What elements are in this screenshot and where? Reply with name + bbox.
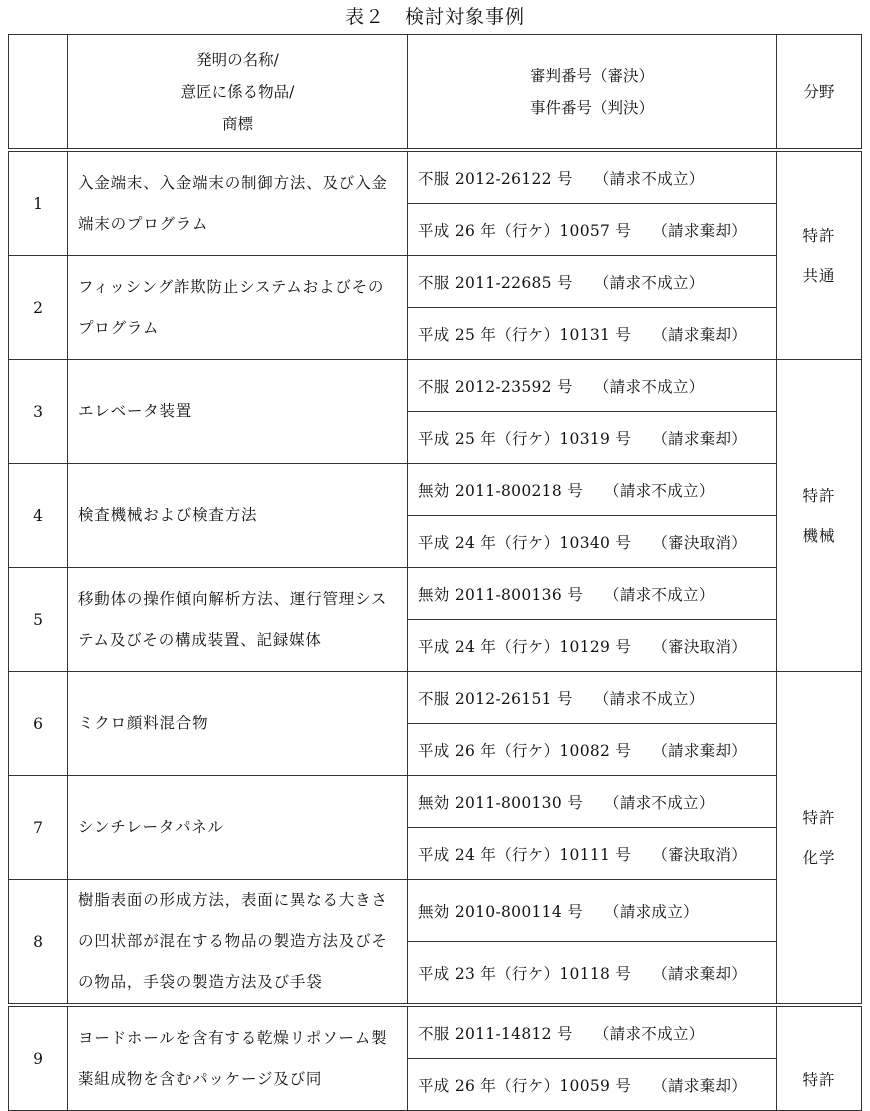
header-name bbox=[68, 35, 408, 149]
field-line: 特許 bbox=[802, 226, 836, 245]
table-row bbox=[9, 360, 862, 412]
field-cell bbox=[777, 1007, 862, 1111]
trial-number: 不服 2011-14812 号 （請求不成立） bbox=[408, 1007, 777, 1059]
header-name-line: 意匠に係る物品/ bbox=[180, 82, 295, 101]
header-trial bbox=[408, 35, 777, 149]
header-row bbox=[9, 35, 862, 149]
table-caption: 表２ 検討対象事例 bbox=[344, 6, 525, 28]
trial-number: 不服 2012-26151 号 （請求不成立） bbox=[408, 672, 777, 724]
table-row bbox=[9, 568, 862, 620]
case-number: 平成 24 年（行ケ）10340 号 （審決取消） bbox=[408, 516, 777, 568]
case-number: 平成 23 年（行ケ）10118 号 （請求棄却） bbox=[408, 942, 777, 1004]
header-name-line: 商標 bbox=[221, 114, 253, 133]
field-line: 特許 bbox=[802, 808, 836, 827]
table-row bbox=[9, 880, 862, 942]
trial-number: 不服 2012-23592 号 （請求不成立） bbox=[408, 360, 777, 412]
field-line: 機械 bbox=[802, 526, 836, 545]
row-number: 3 bbox=[9, 360, 68, 464]
row-number: 7 bbox=[9, 776, 68, 880]
table-row bbox=[9, 1007, 862, 1059]
row-number: 8 bbox=[9, 880, 68, 1004]
trial-number: 無効 2010-800114 号 （請求成立） bbox=[408, 880, 777, 942]
field-cell bbox=[777, 360, 862, 672]
trial-number: 不服 2012-26122 号 （請求不成立） bbox=[408, 152, 777, 204]
row-number: 5 bbox=[9, 568, 68, 672]
row-number: 6 bbox=[9, 672, 68, 776]
invention-name: ヨードホールを含有する乾燥リポソーム製薬組成物を含むパッケージ及び同 bbox=[68, 1007, 408, 1111]
table-row bbox=[9, 256, 862, 308]
trial-number: 不服 2011-22685 号 （請求不成立） bbox=[408, 256, 777, 308]
header-trial-line: 事件番号（判決） bbox=[529, 98, 654, 117]
field-line: 共通 bbox=[802, 266, 836, 285]
trial-number: 無効 2011-800136 号 （請求不成立） bbox=[408, 568, 777, 620]
header-no bbox=[9, 35, 68, 149]
case-number: 平成 25 年（行ケ）10131 号 （請求棄却） bbox=[408, 308, 777, 360]
header-trial-line: 審判番号（審決） bbox=[529, 66, 654, 85]
case-number: 平成 26 年（行ケ）10082 号 （請求棄却） bbox=[408, 724, 777, 776]
header-name-line: 発明の名称/ bbox=[196, 50, 279, 69]
invention-name: 移動体の操作傾向解析方法、運行管理システム及びその構成装置、記録媒体 bbox=[68, 568, 408, 672]
case-number: 平成 26 年（行ケ）10057 号 （請求棄却） bbox=[408, 204, 777, 256]
invention-name: フィッシング詐欺防止システムおよびそのプログラム bbox=[68, 256, 408, 360]
field-line: 特許 bbox=[802, 486, 836, 505]
case-number: 平成 24 年（行ケ）10129 号 （審決取消） bbox=[408, 620, 777, 672]
case-number: 平成 25 年（行ケ）10319 号 （請求棄却） bbox=[408, 412, 777, 464]
case-table bbox=[8, 34, 862, 1111]
table-row bbox=[9, 776, 862, 828]
trial-number: 無効 2011-800130 号 （請求不成立） bbox=[408, 776, 777, 828]
trial-number: 無効 2011-800218 号 （請求不成立） bbox=[408, 464, 777, 516]
invention-name: シンチレータパネル bbox=[68, 776, 408, 880]
table-row bbox=[9, 672, 862, 724]
field-cell bbox=[777, 672, 862, 1004]
invention-name: エレベータ装置 bbox=[68, 360, 408, 464]
field-cell bbox=[777, 152, 862, 360]
case-number: 平成 26 年（行ケ）10059 号 （請求棄却） bbox=[408, 1059, 777, 1111]
invention-name: ミクロ顔料混合物 bbox=[68, 672, 408, 776]
row-number: 9 bbox=[9, 1007, 68, 1111]
table-row bbox=[9, 152, 862, 204]
row-number: 1 bbox=[9, 152, 68, 256]
row-number: 2 bbox=[9, 256, 68, 360]
table-row bbox=[9, 464, 862, 516]
field-line: 化学 bbox=[802, 848, 836, 867]
case-number: 平成 24 年（行ケ）10111 号 （審決取消） bbox=[408, 828, 777, 880]
invention-name: 樹脂表面の形成方法，表面に異なる大きさの凹状部が混在する物品の製造方法及びその物品，手袋の製造方法及び手袋 bbox=[68, 880, 408, 1004]
header-field: 分野 bbox=[777, 35, 862, 149]
invention-name: 検査機械および検査方法 bbox=[68, 464, 408, 568]
row-number: 4 bbox=[9, 464, 68, 568]
field-line: 特許 bbox=[802, 1071, 836, 1089]
invention-name: 入金端末、入金端末の制御方法、及び入金端末のプログラム bbox=[68, 152, 408, 256]
